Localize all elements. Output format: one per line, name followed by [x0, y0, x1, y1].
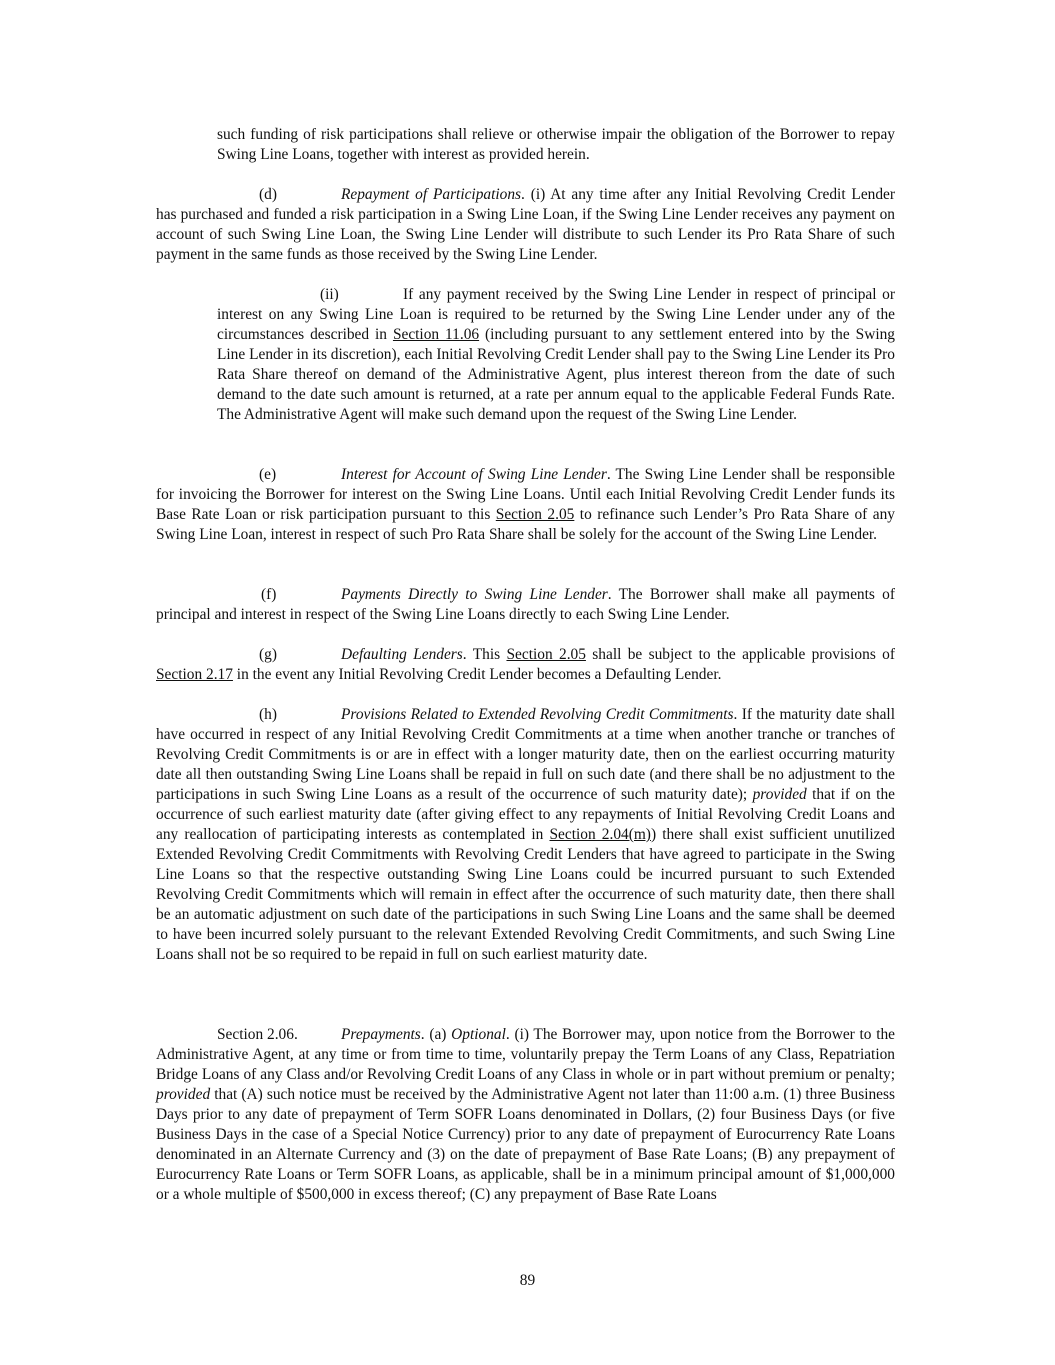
paragraph-text: in the event any Initial Revolving Credit Lender becomes a Defaulting Lender.	[232, 666, 722, 683]
paragraph-d-ii	[217, 285, 895, 425]
paragraph-c-continuation	[217, 125, 895, 165]
paragraph-e	[156, 465, 895, 545]
paragraph-d	[156, 185, 895, 265]
paragraph-text: . (i) The Borrower may, upon notice from the Borrower to the Administrative Agent, at any time or from time to time, voluntarily prepay the Term Loans of any Class, Repatriation Bridge Loans of any Class and/or Revolving Credit Loans of any Class in whole or in part without premium or penalty;	[156, 1026, 896, 1083]
emphasis: provided	[752, 786, 807, 803]
section-reference: Section 2.17	[156, 666, 233, 683]
section-heading: Prepayments	[341, 1026, 421, 1043]
clause-heading: Payments Directly to Swing Line Lender	[341, 586, 608, 603]
paragraph-text: . (a)	[420, 1026, 452, 1043]
clause-heading: Provisions Related to Extended Revolving Credit Commitments	[341, 706, 734, 723]
paragraph-text: that if on the occurrence of such earliest maturity date (after giving effect to any repayments of Initial Revolving Credit Loans and any reallocation of participating interests as contemplated in	[156, 786, 895, 843]
paragraph-text: ) there shall exist sufficient unutilized Extended Revolving Credit Commitments with Revolving Credit Lenders that have agreed to participate in the Swing Line Loans so that the respective outstanding Swing Line Loans could be incurred pursuant to such Extended Revolving Credit Commitments which will remain in effect after the occurrence of such maturity date, then there shall be an automatic adjustment on such date of the participations in such Swing Line Loans and the same shall be deemed to have been incurred solely pursuant to the relevant Extended Revolving Credit Commitments, and such Swing Line Loans shall not be so required to be repaid in full on such earliest maturity date.	[156, 826, 895, 963]
paragraph-text: to refinance such Lender’s Pro Rata Share of any Swing Line Loan, interest in respect of such Pro Rata Share shall be solely for the account of the Swing Line Lender.	[156, 506, 895, 543]
clause-number: (d)	[259, 186, 277, 203]
paragraph-text: . This	[462, 646, 507, 663]
paragraph-text: . (i) At any time after any Initial Revolving Credit Lender has purchased and funded a risk participation in a Swing Line Loan, if the Swing Line Lender receives any payment on account of such Swing Line Loan, the Swing Line Lender will distribute to such Lender its Pro Rata Share of such payment in the same funds as those received by the Swing Line Lender.	[156, 186, 896, 263]
paragraph-text: (including pursuant to any settlement entered into by the Swing Line Lender in its discretion), each Initial Revolving Credit Lender shall pay to the Swing Line Lender its Pro Rata Share thereof on demand of the Administrative Agent, plus interest thereon from the date of such demand to the date such amount is returned, at a rate per annum equal to the applicable Federal Funds Rate. The Administrative Agent will make such demand upon the request of the Swing Line Lender.	[217, 326, 895, 423]
paragraph-text: shall be subject to the applicable provisions of	[585, 646, 895, 663]
section-reference: Section 2.05	[506, 646, 586, 663]
clause-heading: Defaulting Lenders	[341, 646, 463, 663]
clause-heading: Repayment of Participations	[341, 186, 522, 203]
section-number: Section 2.06.	[217, 1026, 298, 1043]
clause-number: (ii)	[320, 286, 339, 303]
clause-heading: Interest for Account of Swing Line Lender	[341, 466, 607, 483]
emphasis: provided	[156, 1086, 211, 1103]
paragraph-text: that (A) such notice must be received by the Administrative Agent not later than 11:00 a.m. (1) three Business Days prior to any date of prepayment of Term SOFR Loans denominated in Dollars, (2) four Business Days (or five Business Days in the case of a Special Notice Currency) prior to any date of prepayment of Eurocurrency Rate Loans denominated in an Alternate Currency and (3) on the date of prepayment of Base Rate Loans; (B) any prepayment of Eurocurrency Rate Loans or Term SOFR Loans, as applicable, shall be in a minimum principal amount of $1,000,000 or a whole multiple of $500,000 in excess thereof; (C) any prepayment of Base Rate Loans	[156, 1086, 895, 1203]
paragraph-f	[156, 585, 895, 625]
clause-number: (e)	[259, 466, 277, 483]
paragraph-g	[156, 645, 895, 685]
section-reference: Section 2.05	[495, 506, 575, 523]
sub-heading: Optional	[451, 1026, 506, 1043]
paragraph-text: If any payment received by the Swing Line Lender in respect of principal or interest on any Swing Line Loan is required to be returned by the Swing Line Lender under any of the circumstances described in	[217, 286, 895, 343]
paragraph-h	[156, 705, 895, 965]
paragraph-text: . If the maturity date shall have occurred in respect of any Initial Revolving Credit Commitments at a time when another tranche or tranches of Revolving Credit Commitments is or are in effect with a longer maturity date, then on the earliest occurring maturity date all then outstanding Swing Line Loans shall be repaid in full on such date (and there shall be no adjustment to the participations in such Swing Line Loans as a result of the occurrence of such maturity date);	[156, 706, 895, 803]
clause-number: (h)	[259, 706, 277, 723]
paragraph-text: such funding of risk participations shall relieve or otherwise impair the obligation of the Borrower to repay Swing Line Loans, together with interest as provided herein.	[217, 126, 895, 163]
section-reference: Section 2.04(m)	[549, 826, 651, 843]
page-number: 89	[519, 1272, 536, 1289]
section-2-06	[156, 1025, 895, 1205]
paragraph-text: . The Swing Line Lender shall be responsible for invoicing the Borrower for interest on the Swing Line Loans. Until each Initial Revolving Credit Lender funds its Base Rate Loan or risk participation pursuant to this	[156, 466, 896, 523]
paragraph-text: . The Borrower shall make all payments of principal and interest in respect of the Swing Line Loans directly to each Swing Line Lender.	[156, 586, 895, 623]
clause-number: (f)	[261, 586, 277, 603]
section-reference: Section 11.06	[392, 326, 480, 343]
clause-number: (g)	[259, 646, 277, 663]
